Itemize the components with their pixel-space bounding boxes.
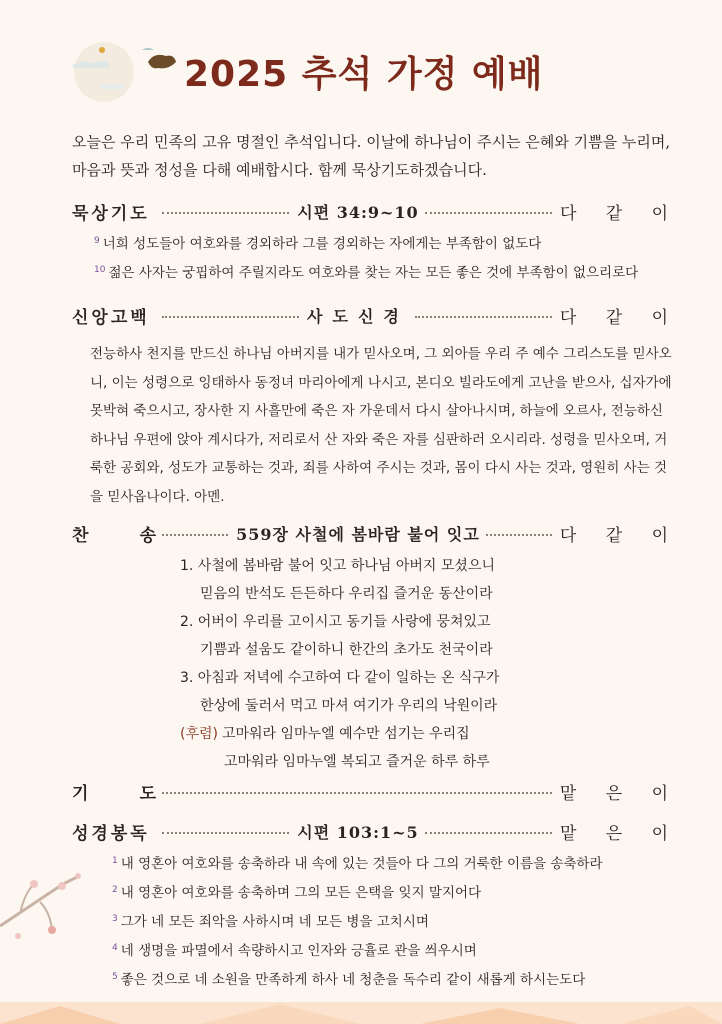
reading-who: 맡 은 이 — [559, 823, 681, 844]
verse-text: 너희 성도들아 여호와를 경외하라 그를 경외하는 자에게는 부족함이 없도다 — [102, 236, 542, 252]
hymn-title: 559장 사철에 봄바람 불어 잇고 — [236, 524, 480, 544]
verse-text: 내 영혼아 여호와를 송축하라 내 속에 있는 것들아 다 그의 거룩한 이름을 송축하라 — [120, 856, 603, 872]
hymn-lyrics — [180, 552, 580, 776]
verse-text: 내 영혼아 여호와를 송축하며 그의 모든 은택을 잊지 말지어다 — [120, 885, 482, 901]
hymn-label — [72, 521, 156, 546]
intro-paragraph: 오늘은 우리 민족의 고유 명절인 추석입니다. 이날에 하나님이 주시는 은혜와 기쁨을 누리며, 마음과 뜻과 정성을 다해 예배합시다. 함께 묵상기도하겠습니다. — [72, 133, 671, 179]
dotted-leader — [162, 316, 299, 318]
verse-number: 1 — [112, 856, 118, 866]
dotted-leader — [162, 212, 289, 214]
dotted-leader — [162, 792, 552, 794]
hymn-line: 기쁨과 설움도 같이하니 한간의 초가도 천국이라 — [200, 642, 493, 658]
page-title: 2025 추석 가정 예배 — [184, 54, 544, 95]
hymn-row — [72, 520, 680, 546]
verse-text: 그가 네 모든 죄악을 사하시며 네 모든 병을 고치시며 — [120, 914, 429, 930]
hymn-chorus-line — [180, 720, 580, 748]
dotted-leader — [162, 534, 228, 536]
hymn-line: 2. 어버이 우리를 고이시고 동기들 사랑에 뭉쳐있고 — [180, 614, 491, 630]
prayer-label — [72, 779, 156, 804]
hymn-label-part: 송 — [139, 525, 156, 546]
moon-cloud-icon — [64, 36, 184, 108]
confession-row — [72, 302, 680, 328]
dotted-leader — [425, 832, 552, 834]
verse-item — [112, 935, 692, 964]
prayer-row — [72, 778, 680, 804]
verse-text: 네 생명을 파멸에서 속량하시고 인자와 긍휼로 관을 씌우시며 — [120, 943, 477, 959]
verse-item — [94, 228, 674, 257]
verse-number: 2 — [112, 885, 118, 895]
chorus-text: 고마워라 임마누엘 예수만 섬기는 우리집 — [221, 726, 470, 742]
confession-label: 신앙고백 — [72, 307, 150, 328]
verse-item — [112, 877, 692, 906]
reading-verses — [112, 848, 692, 993]
reading-label: 성경봉독 — [72, 823, 150, 844]
confession-title: 사도신경 — [307, 306, 409, 326]
verse-number: 9 — [94, 236, 100, 246]
hymn-line: 1. 사철에 봄바람 불어 잇고 하나님 아버지 모셨으니 — [180, 558, 495, 574]
meditation-row — [72, 198, 681, 224]
meditation-label: 묵상기도 — [72, 203, 150, 224]
prayer-who: 맡 은 이 — [559, 783, 680, 804]
dotted-leader — [162, 832, 289, 834]
verse-number: 5 — [112, 972, 118, 982]
verse-number: 3 — [112, 914, 118, 924]
hymn-line: 한상에 둘러서 먹고 마셔 여기가 우리의 낙원이라 — [200, 698, 498, 714]
verse-number: 10 — [94, 265, 106, 275]
reading-row — [72, 818, 681, 844]
hymn-who: 다 같 이 — [559, 525, 680, 546]
meditation-verses — [94, 228, 674, 286]
prayer-label-part: 기 — [72, 783, 89, 804]
meditation-who: 다 같 이 — [559, 203, 681, 224]
verse-text: 좋은 것으로 네 소원을 만족하게 하사 네 청춘을 독수리 같이 새롭게 하시는도다 — [120, 972, 586, 988]
verse-text: 젊은 사자는 궁핍하여 주릴지라도 여호와를 찾는 자는 모든 좋은 것에 부족함이 없으리로다 — [108, 265, 639, 281]
verse-item — [112, 848, 692, 877]
verse-item — [112, 964, 692, 993]
dotted-leader — [486, 534, 552, 536]
dotted-leader — [415, 316, 552, 318]
blossom-branch-icon — [0, 856, 100, 966]
hymn-chorus-line: 고마워라 임마누엘 복되고 즐거운 하루 하루 — [224, 754, 490, 770]
verse-item — [94, 257, 674, 286]
apostles-creed-text: 전능하사 천지를 만드신 하나님 아버지를 내가 믿사오며, 그 외아들 우리 주 예수 그리스도를 믿사오니, 이는 성령으로 잉태하사 동정녀 마리아에게 나시고, 본디오 빌라도에게 고난을 받으사, 십자가에 못박혀 죽으시고, 장사한 지 사흘만에 죽은 자 가운데서 다시 살아나시며, 하늘에 오르사, 전능하신 하나님 우편에 앉아 계시다가, 저리로서 산 자와 죽은 자를 심판하러 오시리라. 성령을 믿사오며, 거룩한 공회와, 성도가 교통하는 것과, 죄를 사하여 주시는 것과, 몸이 다시 사는 것과, 영원히 사는 것을 믿사옵나이다. 아멘. — [90, 346, 672, 505]
dotted-leader — [425, 212, 552, 214]
chorus-label: (후렴) — [180, 726, 218, 742]
prayer-label-part: 도 — [139, 783, 156, 804]
hymn-line: 3. 아침과 저녁에 수고하여 다 같이 일하는 온 식구가 — [180, 670, 500, 686]
reading-reference: 시편 103:1~5 — [297, 822, 419, 842]
hymn-line: 믿음의 반석도 든든하다 우리집 즐거운 동산이라 — [200, 586, 493, 602]
bottom-decoration-band — [0, 1002, 722, 1024]
meditation-reference: 시편 34:9~10 — [297, 202, 419, 222]
hymn-label-part: 찬 — [72, 525, 89, 546]
verse-number: 4 — [112, 943, 118, 953]
verse-item — [112, 906, 692, 935]
confession-who: 다 같 이 — [559, 307, 680, 328]
